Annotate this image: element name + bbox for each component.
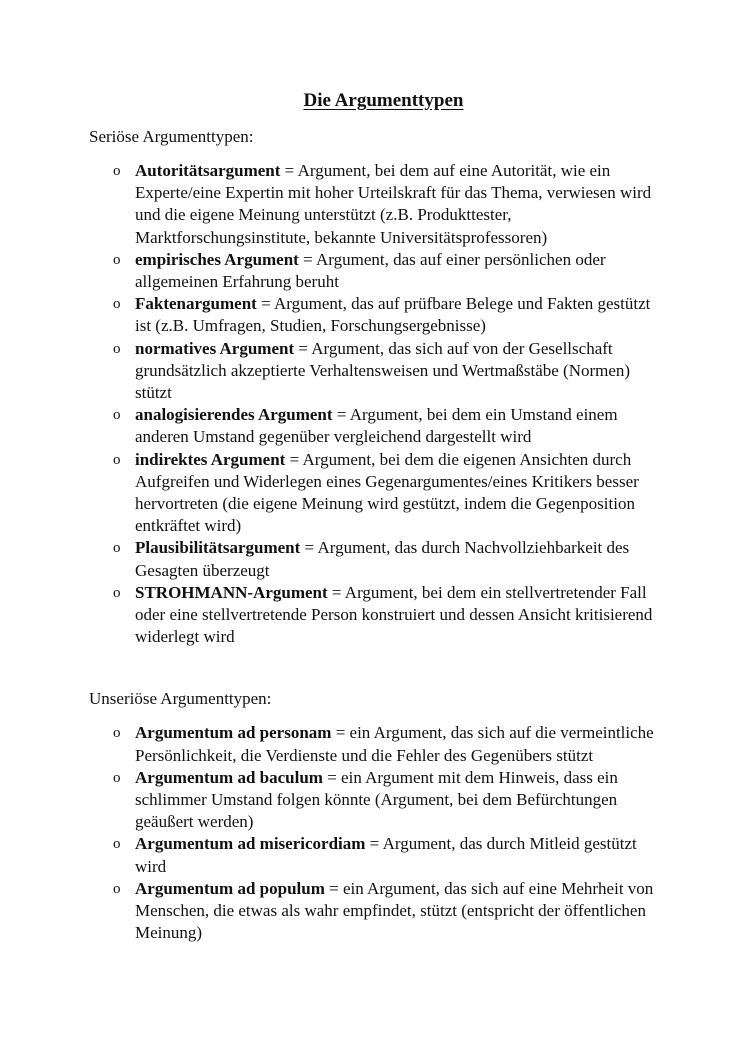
argument-term: Faktenargument [135, 294, 257, 314]
argument-list-unserious [89, 722, 670, 944]
section-heading-unserious: Unseriöse Argumenttypen: [89, 689, 272, 709]
list-item [113, 293, 670, 337]
argument-definition: = Argument, das sich auf von der Gesellschaft grundsätzlich akzeptierte Verhaltensweisen und Wertmaßstäbe (Normen) stützt [135, 338, 631, 403]
bullet-circle-icon: o [113, 880, 121, 897]
argument-definition: = Argument, bei dem auf eine Autorität, wie ein Experte/eine Expertin mit hoher Urteilskraft für das Thema, verwiesen wird und die eigene Meinung unterstützt (z.B. Produkttester, Marktforschungsinstitute, bekannte Universitätsprofessoren) [135, 161, 652, 247]
bullet-circle-icon: o [113, 725, 121, 742]
bullet-circle-icon: o [113, 451, 121, 468]
list-item [113, 160, 670, 249]
argument-term: empirisches Argument [135, 249, 299, 269]
list-item [113, 582, 670, 649]
bullet-circle-icon: o [113, 836, 121, 853]
argument-definition: = Argument, das auf einer persönlichen oder allgemeinen Erfahrung beruht [135, 249, 606, 292]
argument-definition: = ein Argument, das sich auf die vermeintliche Persönlichkeit, die Verdienste und die Fehler des Gegenübers stützt [135, 723, 654, 765]
section-unserious [89, 688, 670, 944]
argument-term: Autoritätsargument [135, 161, 281, 180]
list-item [113, 537, 670, 581]
argument-term: STROHMANN-Argument [135, 582, 328, 602]
argument-term: Plausibilitätsargument [135, 538, 301, 558]
argument-definition: = Argument, bei dem ein stellvertretender Fall oder eine stellvertretende Person konstruiert und dessen Ansicht kritisierend widerlegt wird [135, 582, 653, 647]
argument-definition: = ein Argument, das sich auf eine Mehrheit von Menschen, die etwas als wahr empfindet, stützt (entspricht der öffentlichen Meinung) [135, 878, 654, 943]
section-heading-serious: Seriöse Argumenttypen: [89, 127, 254, 146]
bullet-circle-icon: o [113, 407, 121, 424]
bullet-circle-icon: o [113, 296, 121, 313]
bullet-circle-icon: o [113, 340, 121, 357]
argument-definition: = Argument, bei dem ein Umstand einem anderen Umstand gegenüber vergleichend dargestellt wird [135, 405, 618, 447]
argument-term: Argumentum ad personam [135, 723, 332, 743]
argument-definition: = Argument, das durch Mitleid gestützt wird [135, 834, 637, 876]
argument-term: Argumentum ad baculum [135, 767, 323, 787]
bullet-circle-icon: o [113, 540, 121, 557]
list-item [113, 722, 670, 766]
argument-term: normatives Argument [135, 338, 295, 358]
bullet-circle-icon: o [113, 163, 121, 179]
bullet-circle-icon: o [113, 251, 121, 268]
argument-definition: = Argument, das durch Nachvollziehbarkeit des Gesagten überzeugt [135, 538, 630, 580]
argument-definition: = Argument, das auf prüfbare Belege und Fakten gestützt ist (z.B. Umfragen, Studien, Forschungsergebnisse) [135, 294, 651, 336]
page-title: Die Argumenttypen [303, 90, 464, 111]
argument-term: analogisierendes Argument [135, 405, 333, 425]
argument-definition: = ein Argument mit dem Hinweis, dass ein schlimmer Umstand folgen könnte (Argument, bei dem Befürchtungen geäußert werden) [135, 767, 618, 832]
list-item [113, 767, 670, 834]
argument-term: Argumentum ad populum [135, 878, 325, 898]
bullet-circle-icon: o [113, 584, 121, 601]
list-item [113, 404, 670, 448]
list-item [113, 449, 670, 538]
argument-term: Argumentum ad misericordiam [135, 834, 366, 854]
argument-list-serious [89, 160, 670, 648]
list-item [113, 833, 670, 877]
list-item [113, 338, 670, 405]
list-item [113, 878, 670, 945]
argument-definition: = Argument, bei dem die eigenen Ansichten durch Aufgreifen und Widerlegen eines Gegenargumentes/eines Kritikers besser hervortreten (die eigene Meinung wird gestützt, indem die Gegenposition entkräftet wird) [135, 449, 639, 536]
bullet-circle-icon: o [113, 769, 121, 786]
list-item [113, 249, 670, 293]
argument-term: indirektes Argument [135, 449, 286, 469]
section-serious [89, 126, 670, 648]
